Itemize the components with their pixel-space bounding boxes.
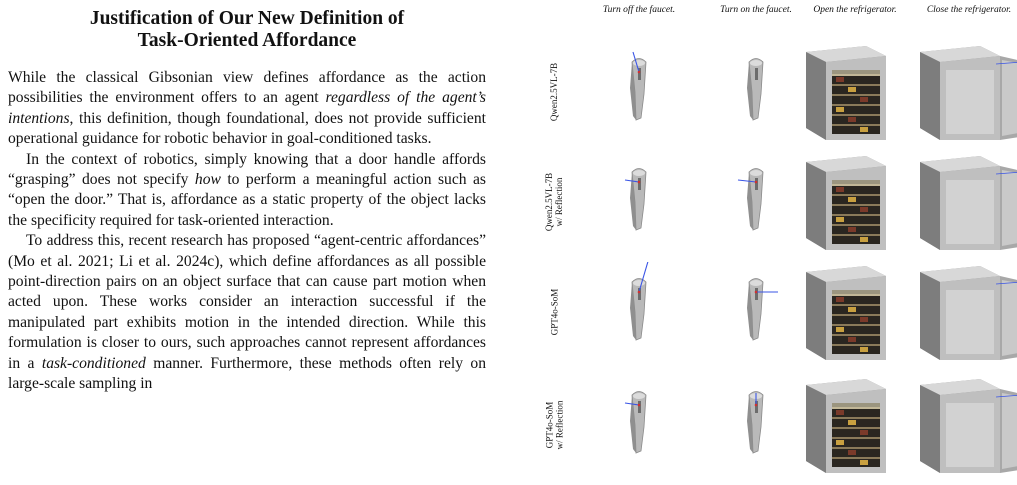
row-label-line: w/ Reflection [554,177,564,227]
column-header: Turn off the faucet. [602,5,676,15]
body-text: While the classical Gibsonian view defines affordance as the action possibilities the environment offers to an agent [8,69,486,107]
body-text: manner. Furthermore, these methods often rely on large-scale sampling in [8,354,486,393]
row-label-line: Qwen2.5VL-7B [549,62,559,122]
faucet-render [580,42,698,142]
refrigerator-closed-render [796,262,914,362]
figure-cell [910,262,1017,362]
figure-cell [796,42,914,142]
row-label [542,152,566,252]
faucet-render [580,375,698,475]
row-label-line: Qwen2.5VL-7B [544,172,554,232]
row-label-text [544,401,564,450]
body-text: To address this, recent research has proposed “agent-centric affordances” (Mo et al. 2021; Li et al. 2024c), which define affordances as all possible point-direction pairs on an object surface that can cause part motion when acted upon. These works consider an interaction successful if the manipulated part exhibits motion in the intended direction. While this formulation is closer to ours, such approaches cannot represent affordances in a [8,232,486,372]
row-label-text [549,63,559,121]
refrigerator-open-render [910,375,1017,475]
emphasis-text: task-conditioned [41,354,146,372]
row-label-line: GPT4o-SoM [549,288,560,336]
emphasis-text: how [194,171,221,189]
refrigerator-open-render [910,42,1017,142]
section-heading-line2: Task-Oriented Affordance [137,30,357,51]
faucet-render [580,152,698,252]
figure-cell [910,375,1017,475]
faucet-render [580,262,698,362]
refrigerator-open-render [910,152,1017,252]
refrigerator-open-render [910,262,1017,362]
body-text: , this definition, though foundational, does not provide sufficient operational guidance for robotic behavior in goal-conditioned tasks. [8,109,486,148]
paragraph-2 [8,150,486,232]
body-text: In the context of robotics, simply knowing that a door handle affords “grasping” does not specify [8,150,486,189]
row-label [542,262,566,362]
figure-cell [580,375,698,475]
qualitative-results-figure [540,0,1017,485]
body-text: to perform a meaningful action such as “open the door.” That is, affordance as a static property of the object lacks the specificity required for task-oriented interaction. [8,171,486,229]
text-column [8,0,486,395]
paragraph-1 [8,68,486,150]
refrigerator-closed-render [796,42,914,142]
section-heading [8,8,486,52]
column-header: Close the refrigerator. [926,5,1012,15]
figure-cell [580,262,698,362]
figure-cell [580,152,698,252]
figure-cell [796,375,914,475]
refrigerator-closed-render [796,152,914,252]
row-label-text [549,289,559,336]
column-header: Turn on the faucet. [720,5,792,15]
row-label [542,42,566,142]
paragraph-3 [8,231,486,394]
column-header: Open the refrigerator. [813,5,897,15]
emphasis-text: regardless of the agent’s intentions [8,89,487,127]
figure-cell [580,42,698,142]
row-label [542,375,566,475]
row-label-line: GPT4o-SoM [544,401,554,449]
refrigerator-closed-render [796,375,914,475]
figure-cell [796,262,914,362]
row-label-line: w/ Reflection [554,400,564,450]
row-label-text [544,173,564,231]
figure-cell [910,42,1017,142]
figure-cell [910,152,1017,252]
section-heading-line1: Justification of Our New Definition of [89,8,405,29]
figure-cell [796,152,914,252]
